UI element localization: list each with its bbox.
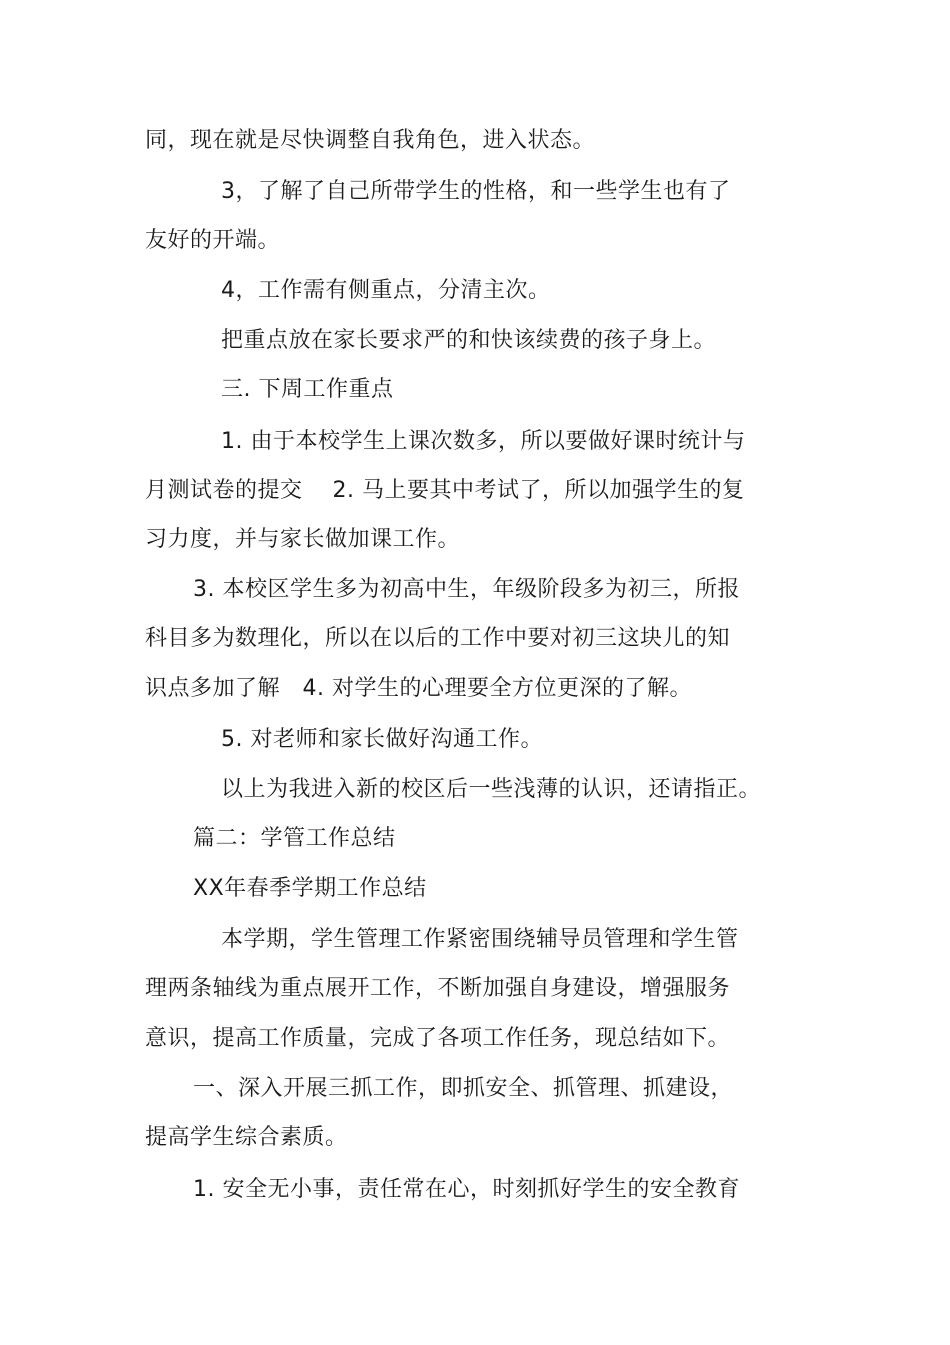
text-line: 1. 由于本校学生上课次数多，所以要做好课时统计与	[221, 429, 746, 454]
text-line: 3，了解了自己所带学生的性格，和一些学生也有了	[221, 179, 731, 204]
text-line: 友好的开端。	[145, 228, 281, 253]
section-heading: 篇二：学管工作总结	[193, 826, 396, 851]
text-line: 5. 对老师和家长做好沟通工作。	[221, 727, 543, 752]
text-line: 一、深入开展三抓工作，即抓安全、抓管理、抓建设，	[193, 1076, 734, 1101]
text-line: 3. 本校区学生多为初高中生，年级阶段多为初三，所报	[193, 577, 740, 602]
text-line: 4，工作需有侧重点，分清主次。	[221, 278, 551, 303]
text-line: 科目多为数理化，所以在以后的工作中要对初三这块儿的知	[145, 626, 731, 651]
text-line: 识点多加了解 4. 对学生的心理要全方位更深的了解。	[145, 676, 692, 701]
text-line: 意识，提高工作质量，完成了各项工作任务，现总结如下。	[145, 1026, 731, 1051]
text-line: 本学期，学生管理工作紧密围绕辅导员管理和学生管	[221, 927, 739, 952]
text-line: 习力度，并与家长做加课工作。	[145, 527, 461, 552]
text-line: 理两条轴线为重点展开工作，不断加强自身建设，增强服务	[145, 976, 731, 1001]
text-line: 1. 安全无小事，责任常在心，时刻抓好学生的安全教育	[193, 1177, 740, 1202]
text-line: 以上为我进入新的校区后一些浅薄的认识，还请指正。	[221, 777, 762, 802]
text-line: 月测试卷的提交 2. 马上要其中考试了，所以加强学生的复	[145, 478, 745, 503]
text-line: 把重点放在家长要求严的和快该续费的孩子身上。	[221, 328, 717, 353]
text-line: 同，现在就是尽快调整自我角色，进入状态。	[145, 128, 596, 153]
text-line: 提高学生综合素质。	[145, 1125, 348, 1150]
section-heading: 三. 下周工作重点	[221, 377, 394, 402]
section-heading: XX年春季学期工作总结	[193, 876, 427, 901]
